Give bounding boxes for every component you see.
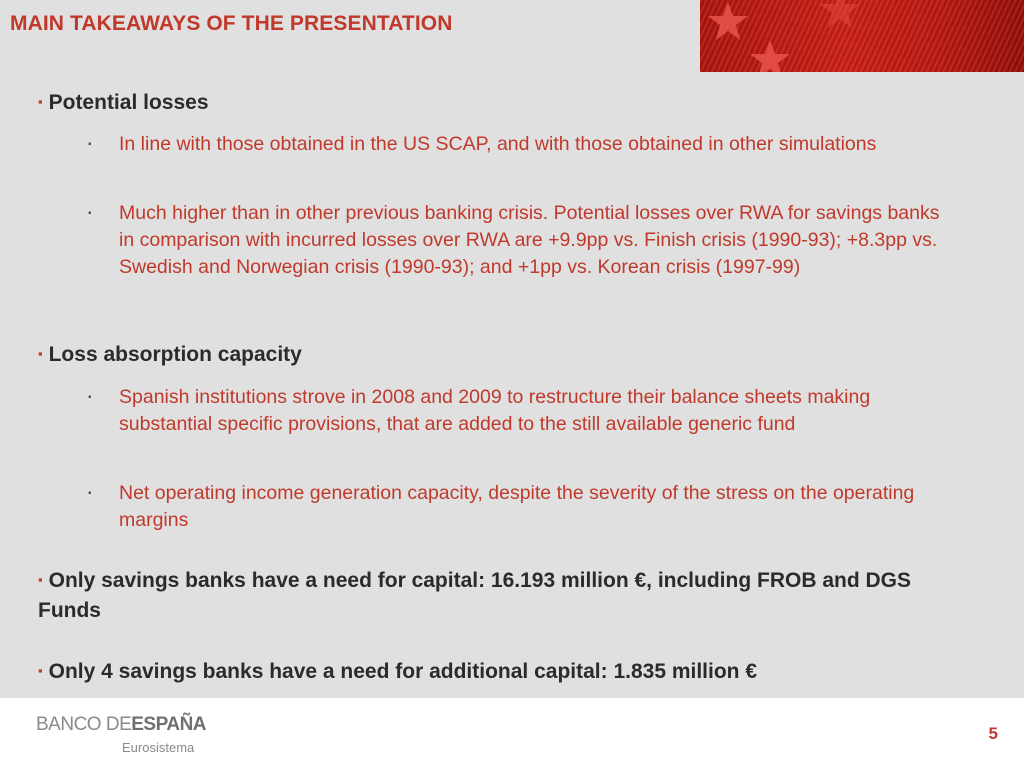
bullet-icon: ▪ — [38, 663, 43, 678]
sub-bullet-text: Much higher than in other previous banking crisis. Potential losses over RWA for savings banks in comparison with incurred losses over RWA are +9.9pp vs. Finish crisis (1990-93); +8.3pp vs. Swedish and Norwegian crisis (1990-93); and +1pp vs. Korean crisis (1997-99) — [119, 202, 940, 278]
sub-bullet — [88, 384, 952, 438]
section-heading — [38, 87, 209, 118]
bullet-icon: ▪ — [88, 488, 92, 499]
star-decoration — [708, 2, 748, 40]
page-number: 5 — [988, 724, 998, 743]
bullet-icon: ▪ — [38, 94, 43, 109]
logo-subtitle: Eurosistema — [122, 740, 195, 755]
bullet-icon: ▪ — [88, 139, 92, 150]
section-heading-text: Only savings banks have a need for capital: 16.193 million €, including FROB and DGS Funds — [38, 569, 912, 622]
sub-bullet-text: Spanish institutions strove in 2008 and 2009 to restructure their balance sheets making substantial specific provisions, that are added to the still available generic fund — [119, 386, 871, 435]
section-heading — [38, 565, 938, 626]
bullet-icon: ▪ — [38, 572, 43, 587]
section-heading-text: Only 4 savings banks have a need for additional capital: 1.835 million € — [48, 660, 758, 683]
slide-title: MAIN TAKEAWAYS OF THE PRESENTATION — [10, 12, 453, 35]
footer — [0, 698, 1024, 768]
bullet-icon: ▪ — [88, 392, 92, 403]
sub-bullet — [88, 200, 952, 281]
section-heading — [38, 339, 302, 370]
sub-bullet — [88, 131, 952, 158]
star-decoration — [820, 0, 860, 28]
star-decoration — [750, 40, 790, 72]
sub-bullet — [88, 480, 952, 534]
sub-bullet-text: Net operating income generation capacity, despite the severity of the stress on the operating margins — [119, 482, 915, 531]
section-heading-text: Loss absorption capacity — [48, 343, 302, 366]
bullet-icon: ▪ — [88, 208, 92, 219]
logo-text-part1: BANCO DE — [36, 714, 132, 735]
section-heading-text: Potential losses — [48, 91, 209, 114]
bank-logo — [36, 714, 206, 736]
header-banner-image — [700, 0, 1024, 72]
logo-text-part2: ESPAÑA — [131, 714, 207, 735]
sub-bullet-text: In line with those obtained in the US SCAP, and with those obtained in other simulations — [119, 133, 877, 155]
bullet-icon: ▪ — [38, 346, 43, 361]
section-heading — [38, 656, 998, 687]
